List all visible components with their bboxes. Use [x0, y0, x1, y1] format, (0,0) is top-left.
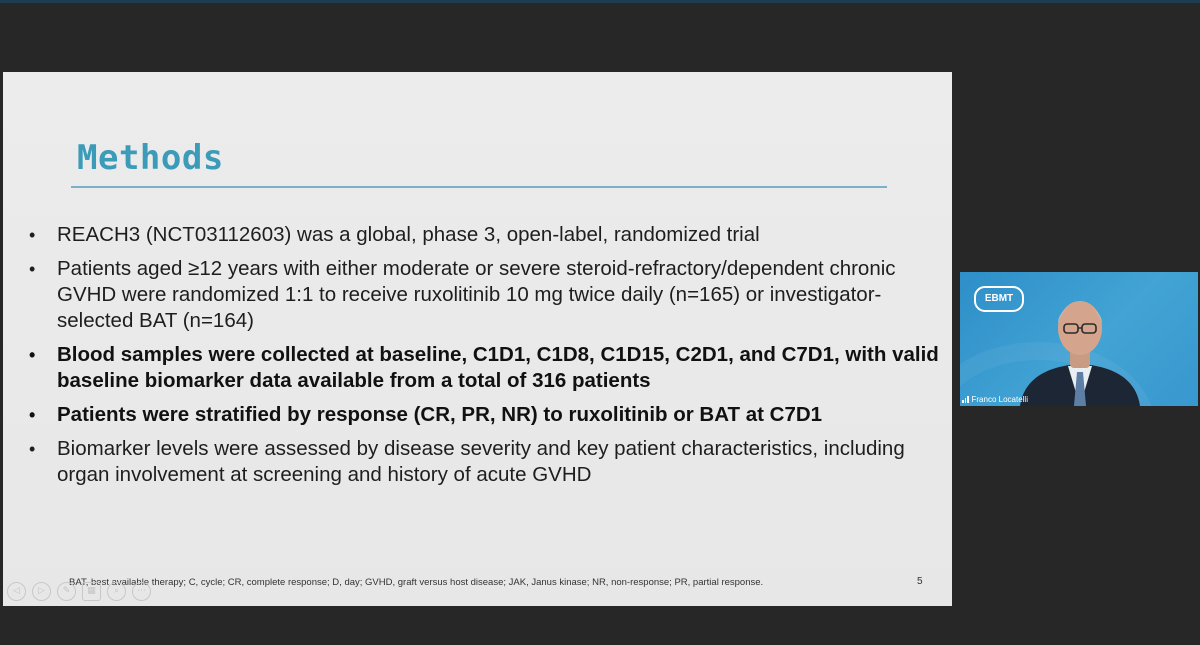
- speaker-name: Franco Locatelli: [971, 395, 1028, 404]
- bullet-text: Patients were stratified by response (CR, PR, NR) to ruxolitinib or BAT at C7D1: [57, 403, 823, 426]
- slide-footnote: BAT, best available therapy; C, cycle; CR, complete response; D, day; GVHD, graft versus host disease; JAK, Janus kinase; NR, non-response; PR, partial response.: [69, 577, 764, 588]
- bullet-dot-icon: •: [29, 259, 36, 279]
- zoom-icon[interactable]: ⌕: [107, 582, 126, 601]
- bullet-text: REACH3 (NCT03112603) was a global, phase 3, open-label, randomized trial: [57, 223, 760, 246]
- presentation-slide: [3, 72, 952, 606]
- speaker-name-tag: [962, 395, 1028, 404]
- title-divider: [71, 186, 887, 188]
- bullet-item: [25, 256, 945, 334]
- slide-nav-controls: [7, 582, 151, 601]
- more-icon[interactable]: ⋯: [132, 582, 151, 601]
- slides-grid-icon[interactable]: ▦: [82, 582, 101, 601]
- bullet-item: [25, 402, 945, 428]
- bullet-text: Blood samples were collected at baseline, C1D1, C1D8, C1D15, C2D1, and C7D1, with valid baseline biomarker data available from a total of 316 patients: [57, 343, 939, 392]
- next-slide-icon[interactable]: ▷: [32, 582, 51, 601]
- bullet-list: [25, 222, 945, 496]
- slide-number: 5: [917, 576, 923, 587]
- window-top-edge: [0, 0, 1200, 3]
- bullet-dot-icon: •: [29, 405, 36, 425]
- bullet-dot-icon: •: [29, 225, 36, 245]
- bullet-dot-icon: •: [29, 345, 36, 365]
- bullet-dot-icon: •: [29, 439, 36, 459]
- ebmt-logo: EBMT: [974, 286, 1024, 312]
- prev-slide-icon[interactable]: ◁: [7, 582, 26, 601]
- bullet-item: [25, 436, 945, 488]
- bullet-text: Patients aged ≥12 years with either moderate or severe steroid-refractory/dependent chronic GVHD were randomized 1:1 to receive ruxolitinib 10 mg twice daily (n=165) or investigator-selected BAT (n=164): [57, 257, 896, 332]
- bullet-item: [25, 342, 945, 394]
- slide-title: Methods: [77, 138, 224, 178]
- signal-strength-icon: [962, 396, 969, 403]
- speaker-webcam: [960, 272, 1198, 406]
- bullet-item: [25, 222, 945, 248]
- speaker-video-frame: [1000, 282, 1160, 406]
- pen-icon[interactable]: ✎: [57, 582, 76, 601]
- bullet-text: Biomarker levels were assessed by disease severity and key patient characteristics, including organ involvement at screening and history of acute GVHD: [57, 437, 905, 486]
